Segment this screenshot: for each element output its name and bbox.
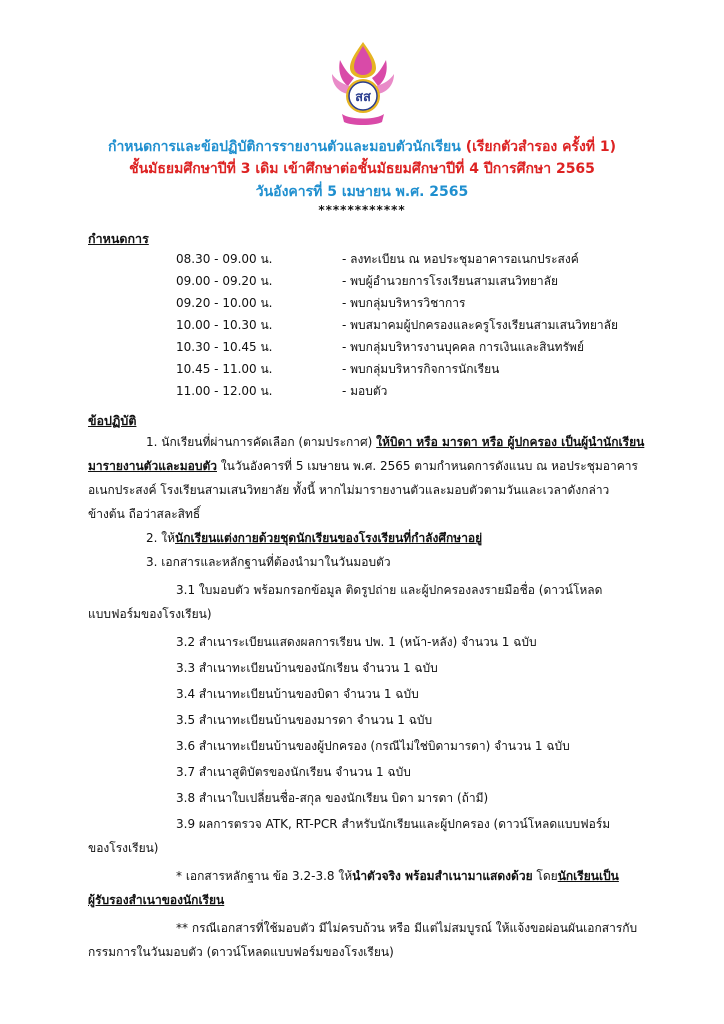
- star-divider: ************: [318, 203, 406, 217]
- doc-3-3: 3.3 สำเนาทะเบียนบ้านของนักเรียน จำนวน 1 ฉบับ: [176, 661, 438, 675]
- schedule-time: 08.30 - 09.00 น.: [176, 252, 273, 266]
- schedule-list: [176, 248, 656, 402]
- rule-1-line-1: [146, 433, 644, 451]
- title-line-2: ชั้นมัธยมศึกษาปีที่ 3 เดิม เข้าศึกษาต่อชั้นมัธยมศึกษาปีที่ 4 ปีการศึกษา 2565: [129, 161, 595, 177]
- note-1-emphasis-2: ผู้รับรองสำเนาของนักเรียน: [88, 893, 225, 907]
- doc-3-9-line-1: 3.9 ผลการตรวจ ATK, RT-PCR สำหรับนักเรียนและผู้ปกครอง (ดาวน์โหลดแบบฟอร์ม: [176, 817, 611, 831]
- schedule-row: [176, 314, 656, 336]
- svg-text:สส: สส: [355, 90, 371, 105]
- doc-3-1-line-2: แบบฟอร์มของโรงเรียน): [88, 607, 212, 621]
- note-2-line-2: กรรมการในวันมอบตัว (ดาวน์โหลดแบบฟอร์มของโรงเรียน): [88, 945, 394, 959]
- note-2-line-1: ** กรณีเอกสารที่ใช้มอบตัว มีไม่ครบถ้วน หรือ มีแต่ไม่สมบูรณ์ ให้แจ้งขอผ่อนผันเอกสารกับ: [176, 921, 638, 935]
- note-1-line-2: [88, 891, 224, 909]
- schedule-activity: - ลงทะเบียน ณ หอประชุมอาคารอเนกประสงค์: [342, 252, 579, 266]
- doc-3-7: 3.7 สำเนาสูติบัตรของนักเรียน จำนวน 1 ฉบับ: [176, 765, 411, 779]
- schedule-time: 11.00 - 12.00 น.: [176, 384, 273, 398]
- doc-3-1-line-1: 3.1 ใบมอบตัว พร้อมกรอกข้อมูล ติดรูปถ่าย และผู้ปกครองลงรายมือชื่อ (ดาวน์โหลด: [176, 583, 603, 597]
- rule-1-text: 1. นักเรียนที่ผ่านการคัดเลือก (ตามประกาศ): [146, 435, 377, 449]
- title-reserve-note: (เรียกตัวสำรอง ครั้งที่ 1): [465, 139, 617, 155]
- note-1-line-1: [176, 867, 619, 885]
- schedule-activity: - พบสมาคมผู้ปกครองและครูโรงเรียนสามเสนวิทยาลัย: [342, 318, 618, 332]
- title-date: วันอังคารที่ 5 เมษายน พ.ศ. 2565: [255, 184, 469, 200]
- rule-2-text: 2. ให้: [146, 531, 176, 545]
- schedule-activity: - พบกลุ่มบริหารงานบุคคล การเงินและสินทรัพย์: [342, 340, 584, 354]
- note-1-emphasis: นักเรียนเป็น: [557, 869, 619, 883]
- schedule-row: [176, 380, 656, 402]
- schedule-time: 10.45 - 11.00 น.: [176, 362, 273, 376]
- schedule-heading: กำหนดการ: [88, 231, 149, 246]
- schedule-time: 09.20 - 10.00 น.: [176, 296, 273, 310]
- doc-3-9-line-2: ของโรงเรียน): [88, 841, 159, 855]
- rule-1-line-3: อเนกประสงค์ โรงเรียนสามเสนวิทยาลัย ทั้งนี้ หากไม่มารายงานตัวและมอบตัวตามวันและเวลาดังกล่าว: [88, 483, 610, 497]
- rule-3: 3. เอกสารและหลักฐานที่ต้องนำมาในวันมอบตัว: [146, 555, 391, 569]
- schedule-time: 10.30 - 10.45 น.: [176, 340, 273, 354]
- school-emblem-icon: [326, 38, 400, 126]
- schedule-row: [176, 336, 656, 358]
- schedule-activity: - พบกลุ่มบริหารวิชาการ: [342, 296, 466, 310]
- schedule-row: [176, 270, 656, 292]
- note-1-bold: นำตัวจริง พร้อมสำเนามาแสดงด้วย: [352, 869, 533, 883]
- rule-1-line-4: ข้างต้น ถือว่าสละสิทธิ์: [88, 507, 201, 521]
- schedule-activity: - พบกลุ่มบริหารกิจการนักเรียน: [342, 362, 500, 376]
- doc-3-5: 3.5 สำเนาทะเบียนบ้านของมารดา จำนวน 1 ฉบับ: [176, 713, 433, 727]
- rule-1-text-2: ในวันอังคารที่ 5 เมษายน พ.ศ. 2565 ตามกำหนดการดังแนบ ณ หอประชุมอาคาร: [217, 459, 638, 473]
- note-1-text-2: โดย: [532, 869, 558, 883]
- doc-3-4: 3.4 สำเนาทะเบียนบ้านของบิดา จำนวน 1 ฉบับ: [176, 687, 419, 701]
- schedule-time: 09.00 - 09.20 น.: [176, 274, 273, 288]
- rule-1-line-2: [88, 457, 638, 475]
- doc-3-8: 3.8 สำเนาใบเปลี่ยนชื่อ-สกุล ของนักเรียน บิดา มารดา (ถ้ามี): [176, 791, 489, 805]
- rule-1-emphasis: ให้บิดา หรือ มารดา หรือ ผู้ปกครอง เป็นผู้นำนักเรียน: [376, 435, 645, 449]
- schedule-row: [176, 358, 656, 380]
- rules-heading: ข้อปฏิบัติ: [88, 413, 137, 428]
- rule-2: [146, 529, 482, 547]
- schedule-row: [176, 292, 656, 314]
- note-1-text: * เอกสารหลักฐาน ข้อ 3.2-3.8 ให้: [176, 869, 353, 883]
- title-main-text: กำหนดการและข้อปฏิบัติการรายงานตัวและมอบตัวนักเรียน: [107, 139, 466, 155]
- schedule-time: 10.00 - 10.30 น.: [176, 318, 273, 332]
- schedule-row: [176, 248, 656, 270]
- title-line-1: [60, 136, 664, 158]
- doc-3-2: 3.2 สำเนาระเบียนแสดงผลการเรียน ปพ. 1 (หน้า-หลัง) จำนวน 1 ฉบับ: [176, 635, 537, 649]
- schedule-activity: - พบผู้อำนวยการโรงเรียนสามเสนวิทยาลัย: [342, 274, 559, 288]
- schedule-activity: - มอบตัว: [342, 384, 388, 398]
- rule-1-emphasis-2: มารายงานตัวและมอบตัว: [88, 459, 217, 473]
- doc-3-6: 3.6 สำเนาทะเบียนบ้านของผู้ปกครอง (กรณีไม่ใช่บิดามารดา) จำนวน 1 ฉบับ: [176, 739, 570, 753]
- rule-2-emphasis: นักเรียนแต่งกายด้วยชุดนักเรียนของโรงเรียนที่กำลังศึกษาอยู่: [175, 531, 483, 545]
